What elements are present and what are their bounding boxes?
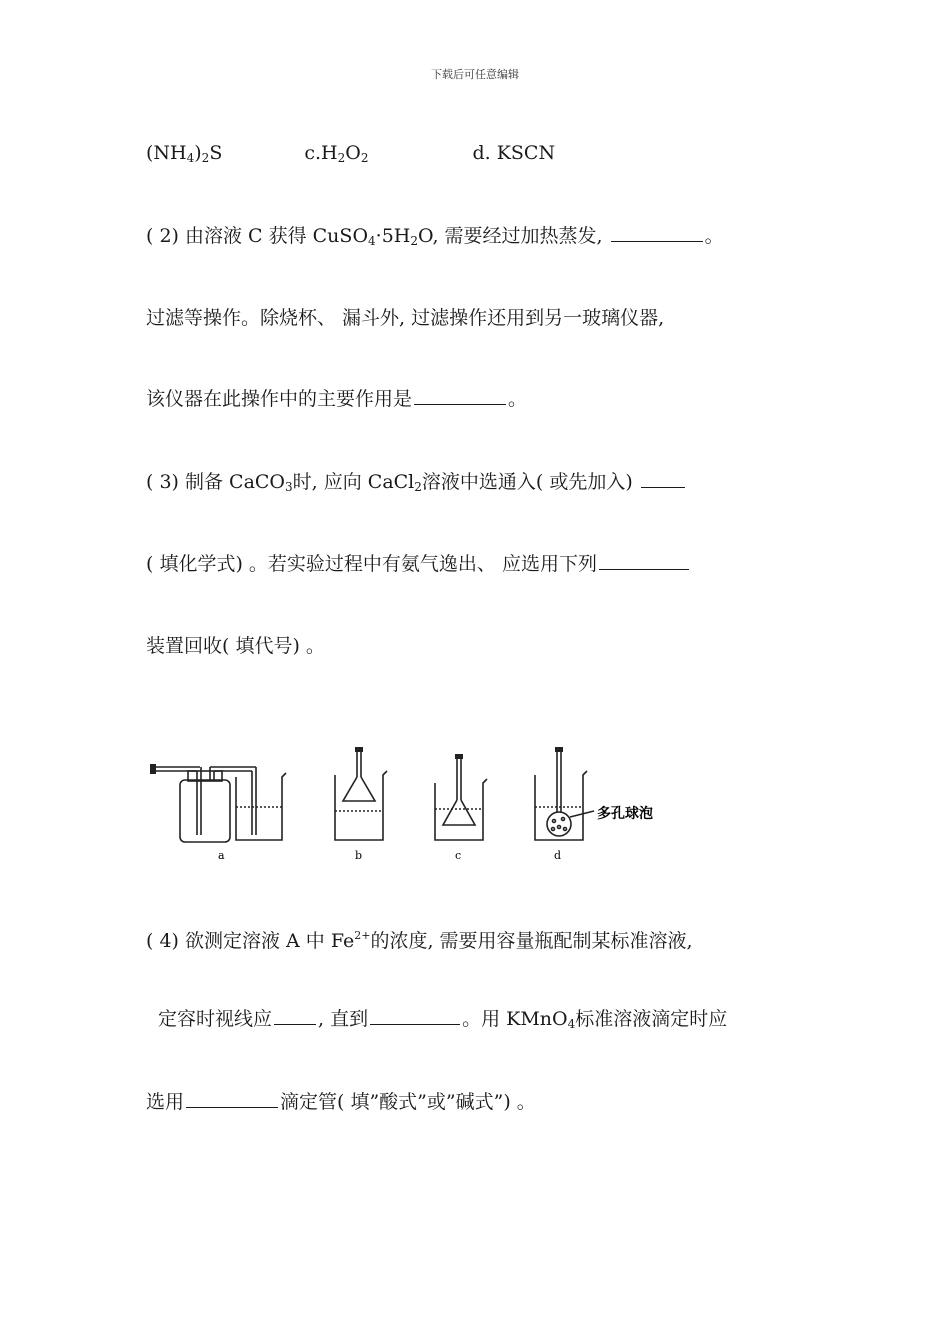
apparatus-label-b: b [355,849,363,862]
answer-blank[interactable] [370,1006,460,1025]
apparatus-label-c: c [455,849,462,862]
options-line [146,140,555,171]
q3-line1: ( 3) 制备 CaCO$_3$时, 应向 CaCl$_2$溶液中选通入( 或先加入) [146,469,687,500]
annotation-porous-bubbler: 多孔球泡 [597,806,653,822]
answer-blank[interactable] [186,1089,278,1108]
q4-line2: 定容时视线应 , 直到 。用 KMnO$_4$标准溶液滴定时应 [158,1008,728,1031]
answer-blank[interactable] [414,386,506,405]
answer-blank[interactable] [611,223,703,242]
option-d: d. KSCN [472,142,556,164]
page-header: 下载后可任意编辑 [431,68,519,81]
apparatus-b [335,750,387,840]
q3-line3: 装置回收( 填代号) 。 [146,635,325,657]
q4-line1: ( 4) 欲测定溶液 A 中 $Fe^{2+}$的浓度, 需要用容量瓶配制某标准溶液, [146,929,693,952]
q2-line1: ( 2) 由溶液 C 获得 $CuSO_4\cdot 5H_2O$, 需要经过加热蒸发, 。 [146,225,724,248]
apparatus-label-d: d [554,849,562,862]
apparatus-d [535,750,594,840]
q2-line3: 该仪器在此操作中的主要作用是 。 [146,388,528,410]
apparatus-figure [150,745,690,870]
option-c: $c.H_2O_2$ [304,142,369,165]
q3-line2: ( 填化学式) 。若实验过程中有氨气逸出、 应选用下列 [146,551,691,577]
apparatus-label-a: a [218,849,225,862]
answer-blank[interactable] [274,1006,316,1025]
q2-line2: 过滤等操作。除烧杯、 漏斗外, 过滤操作还用到另一玻璃仪器, [146,307,665,329]
apparatus-c [435,757,487,840]
option-b: $(NH_4)_2S$ [146,142,223,165]
answer-blank[interactable] [641,469,685,488]
apparatus-a [155,767,286,842]
q4-line3: 选用 滴定管( 填”酸式”或”碱式”) 。 [146,1091,536,1113]
answer-blank[interactable] [599,551,689,570]
